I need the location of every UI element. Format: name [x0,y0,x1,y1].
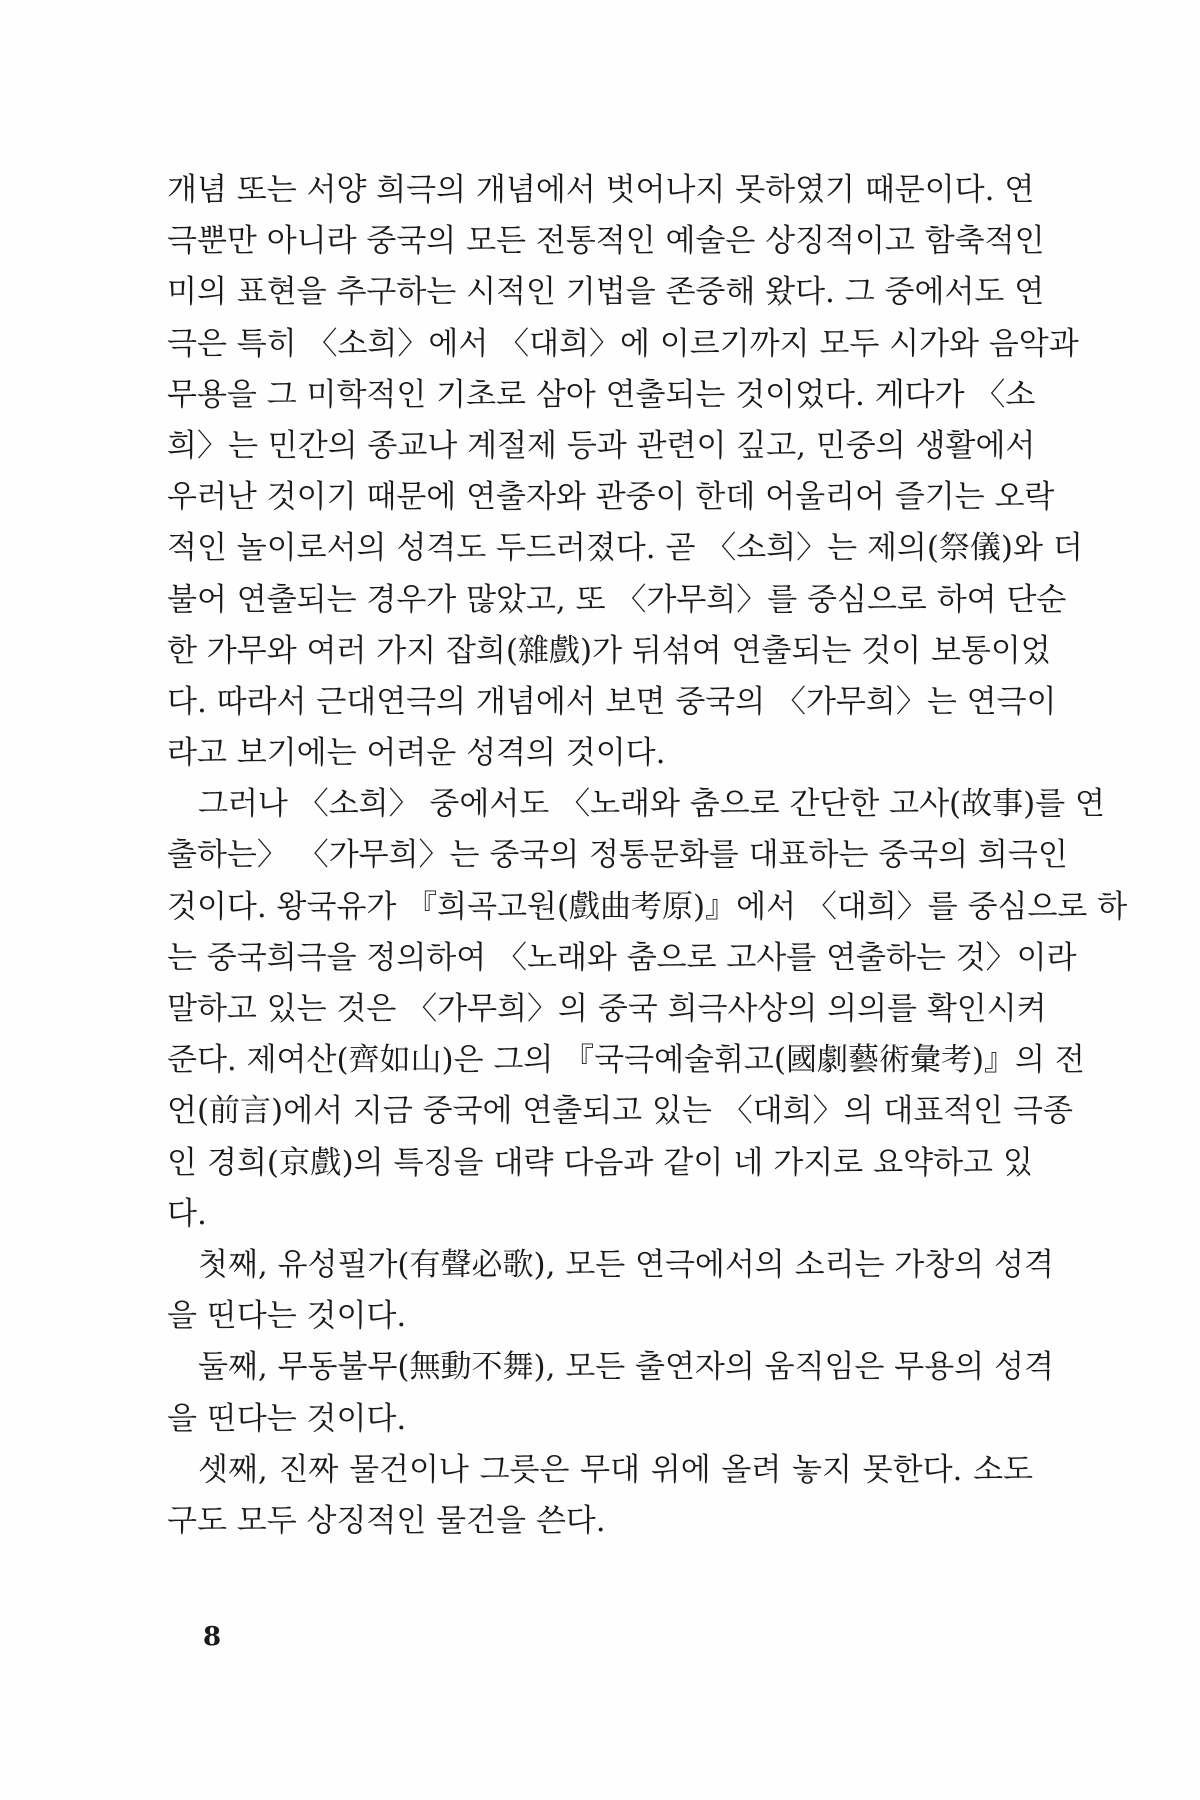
text-line: 출하는〉 〈가무희〉는 중국의 정통문화를 대표하는 중국의 희극인 [167,837,1068,874]
text-line: 언(前言)에서 지금 중국에 연출되고 있는 〈대희〉의 대표적인 극종 [167,1093,1073,1130]
text-line: 첫째, 유성필가(有聲必歌), 모든 연극에서의 소리는 가창의 성격 [198,1246,1054,1283]
text-line: 극은 특히 〈소희〉에서 〈대희〉에 이르기까지 모두 시가와 음악과 [167,325,1079,362]
text-line: 극뿐만 아니라 중국의 모든 전통적인 예술은 상징적이고 함축적인 [167,223,1045,260]
text-line: 준다. 제여산(齊如山)은 그의 『국극예술휘고(國劇藝術彙考)』의 전 [167,1042,1085,1079]
text-line: 인 경희(京戲)의 특징을 대략 다음과 같이 네 가지로 요약하고 있 [167,1144,1033,1181]
page-number: 8 [203,1622,222,1652]
text-line: 을 띤다는 것이다. [167,1400,407,1437]
text-line: 한 가무와 여러 가지 잡희(雜戲)가 뒤섞여 연출되는 것이 보통이었 [167,632,1051,669]
text-line: 우러난 것이기 때문에 연출자와 관중이 한데 어울리어 즐기는 오락 [167,479,1055,516]
text-line: 무용을 그 미학적인 기초로 삼아 연출되는 것이었다. 게다가 〈소 [167,376,1036,413]
text-line: 라고 보기에는 어려운 성격의 것이다. [167,735,666,772]
text-line: 을 띤다는 것이다. [167,1298,407,1335]
text-line: 희〉는 민간의 종교나 계절제 등과 관련이 깊고, 민중의 생활에서 [167,427,1036,464]
body-text [167,165,1128,1547]
text-line: 그러나 〈소희〉 중에서도 〈노래와 춤으로 간단한 고사(故事)를 연 [198,786,1105,823]
text-line: 둘째, 무동불무(無動不舞), 모든 출연자의 움직임은 무용의 성격 [198,1349,1054,1386]
text-line: 것이다. 왕국유가 『희곡고원(戲曲考原)』에서 〈대희〉를 중심으로 하 [167,888,1128,925]
text-line: 다. 따라서 근대연극의 개념에서 보면 중국의 〈가무희〉는 연극이 [167,683,1057,720]
text-line: 적인 놀이로서의 성격도 두드러졌다. 곧 〈소희〉는 제의(祭儀)와 더 [167,530,1083,567]
text-line: 말하고 있는 것은 〈가무희〉의 중국 희극사상의 의의를 확인시켜 [167,991,1047,1027]
text-line: 개념 또는 서양 희극의 개념에서 벗어나지 못하였기 때문이다. 연 [167,172,1035,208]
text-line: 불어 연출되는 경우가 많았고, 또 〈가무희〉를 중심으로 하여 단순 [167,581,1067,618]
text-line: 다. [167,1195,207,1232]
text-line: 는 중국희극을 정의하여 〈노래와 춤으로 고사를 연출하는 것〉이라 [167,939,1077,976]
text-line: 구도 모두 상징적인 물건을 쓴다. [167,1502,606,1539]
text-line: 셋째, 진짜 물건이나 그릇은 무대 위에 올려 놓지 못한다. 소도 [198,1451,1033,1488]
text-line: 미의 표현을 추구하는 시적인 기법을 존중해 왔다. 그 중에서도 연 [167,274,1045,311]
